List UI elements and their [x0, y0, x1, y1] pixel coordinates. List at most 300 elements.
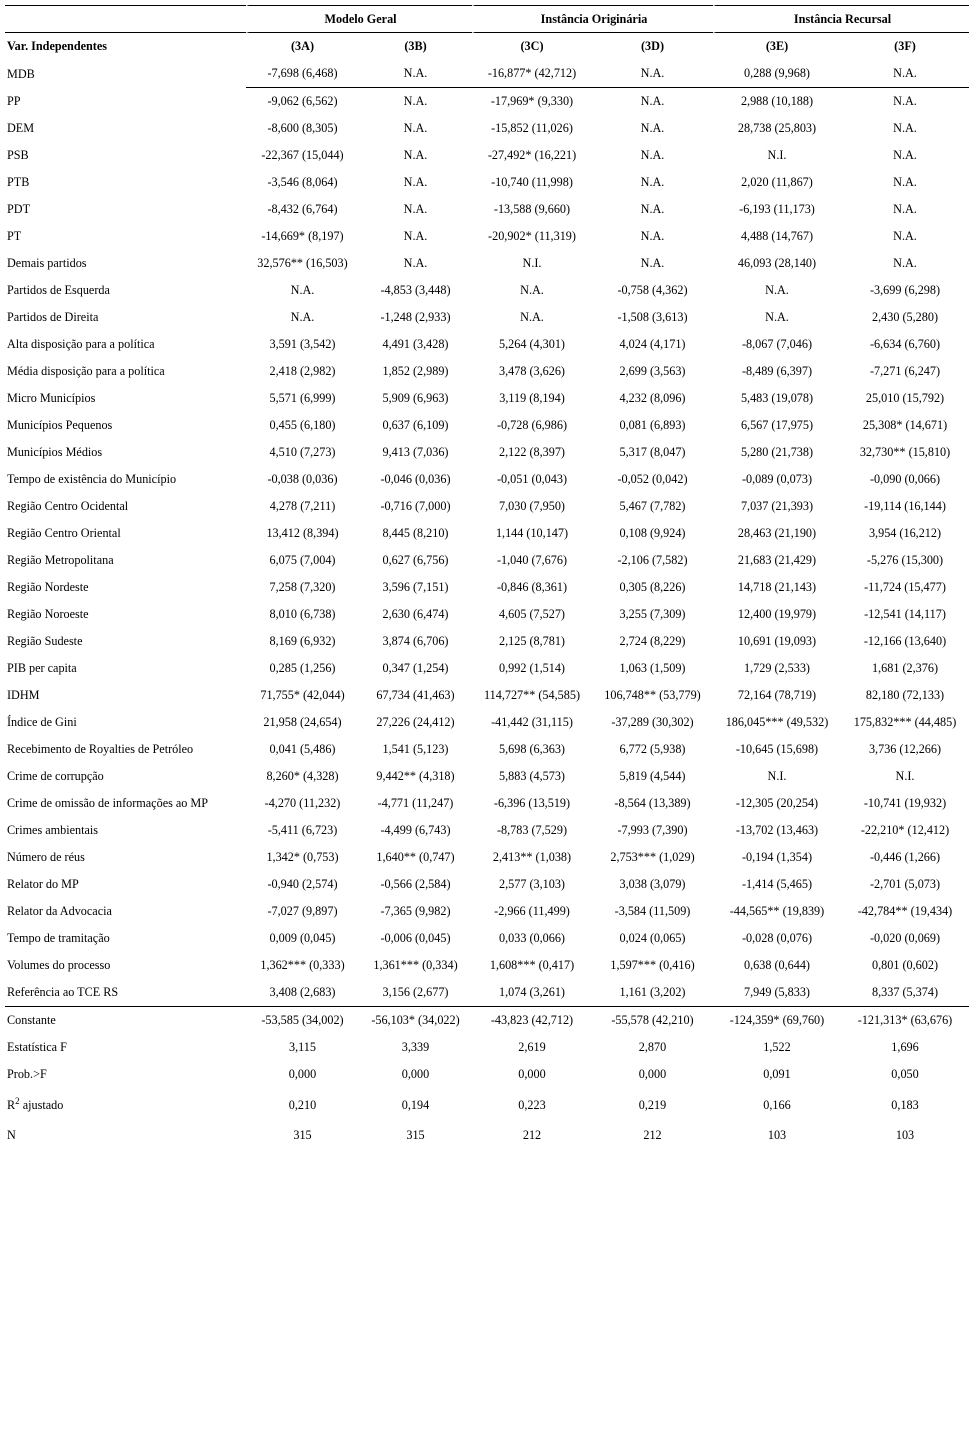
cell-value: 8,260* (4,328): [266, 769, 339, 783]
table-row: [5, 763, 969, 790]
cell-value: N.I.: [522, 256, 542, 270]
cell-value: N.A.: [893, 121, 917, 135]
model-header-3e: (3E): [765, 39, 789, 53]
cell-value: 32,730** (15,810): [859, 445, 951, 459]
cell-value: 0,009 (0,045): [269, 931, 336, 945]
row-label: PP: [7, 94, 21, 108]
cell-value: 3,156 (2,677): [359, 979, 472, 1007]
cell-value: 1,729 (2,533): [743, 661, 810, 675]
cell-value: -0,194 (1,354): [741, 850, 813, 864]
model-header-3d: (3D): [640, 39, 664, 53]
stat-value: -124,359* (69,760): [729, 1013, 825, 1027]
cell-value: -41,442 (31,115): [491, 715, 573, 729]
cell-value: 5,467 (7,782): [619, 499, 686, 513]
stat-value: 0,183: [891, 1098, 919, 1112]
cell-value: 7,037 (21,393): [740, 499, 814, 513]
row-label: Crime de omissão de informações ao MP: [7, 796, 209, 810]
stat-row: [5, 1122, 969, 1149]
cell-value: -4,270 (11,232): [264, 796, 341, 810]
stat-value: 2,619: [518, 1040, 546, 1054]
stat-value: 212: [522, 1128, 542, 1142]
cell-value: 13,412 (8,394): [266, 526, 339, 540]
cell-value: N.A.: [403, 202, 428, 216]
stat-label: Prob.>F: [7, 1067, 47, 1081]
stat-row: [5, 1061, 969, 1088]
cell-value: -7,993 (7,390): [617, 823, 688, 837]
cell-value: 32,576** (16,503): [257, 256, 348, 270]
cell-value: -8,432 (6,764): [267, 202, 338, 216]
model-header-3f: (3F): [894, 39, 916, 53]
cell-value: 3,408 (2,683): [246, 979, 359, 1007]
cell-value: -0,089 (0,073): [741, 472, 813, 486]
stat-value: 0,000: [518, 1067, 546, 1081]
cell-value: 0,108 (9,924): [619, 526, 686, 540]
cell-value: 186,045*** (49,532): [725, 715, 829, 729]
cell-value: 2,418 (2,982): [269, 364, 336, 378]
cell-value: -5,276 (15,300): [866, 553, 944, 567]
cell-value: 8,010 (6,738): [269, 607, 336, 621]
cell-value: 0,801 (0,602): [872, 958, 939, 972]
row-label: Tempo de tramitação: [7, 931, 110, 945]
table-row: [5, 844, 969, 871]
cell-value: N.A.: [520, 310, 544, 324]
stat-value: 0,000: [401, 1067, 430, 1081]
cell-value: 1,161 (3,202): [592, 979, 713, 1007]
table-row: [5, 682, 969, 709]
cell-value: -6,193 (11,173): [739, 202, 815, 216]
cell-value: 21,683 (21,429): [737, 553, 817, 567]
cell-value: -0,940 (2,574): [267, 877, 338, 891]
cell-value: 2,753*** (1,029): [610, 850, 695, 864]
cell-value: -12,541 (14,117): [864, 607, 946, 621]
stat-value: 0,223: [518, 1098, 546, 1112]
cell-value: 2,430 (5,280): [872, 310, 939, 324]
cell-value: N.A.: [765, 310, 789, 324]
cell-value: -0,051 (0,043): [496, 472, 568, 486]
cell-value: N.A.: [403, 175, 428, 189]
cell-value: N.A.: [403, 94, 428, 108]
row-label: Micro Municípios: [7, 391, 96, 405]
cell-value: N.A.: [841, 60, 969, 88]
cell-value: -22,210* (12,412): [860, 823, 950, 837]
cell-value: 4,605 (7,527): [498, 607, 565, 621]
row-label: Referência ao TCE RS: [5, 979, 246, 1007]
cell-value: -8,783 (7,529): [496, 823, 568, 837]
table-row: [5, 736, 969, 763]
cell-value: N.A.: [403, 229, 428, 243]
cell-value: -13,702 (13,463): [735, 823, 819, 837]
cell-value: 9,442** (4,318): [376, 769, 455, 783]
cell-value: -2,106 (7,582): [617, 553, 688, 567]
cell-value: -1,248 (2,933): [380, 310, 451, 324]
cell-value: -17,969* (9,330): [490, 94, 574, 108]
cell-value: -5,411 (6,723): [267, 823, 338, 837]
stat-value: 3,339: [401, 1040, 430, 1054]
cell-value: N.A.: [893, 229, 917, 243]
cell-value: 5,571 (6,999): [269, 391, 336, 405]
stat-value: 212: [643, 1128, 662, 1142]
stat-value: -56,103* (34,022): [371, 1013, 460, 1027]
stat-value: 3,115: [289, 1040, 316, 1054]
cell-value: -1,414 (5,465): [741, 877, 813, 891]
table-row: [5, 466, 969, 493]
cell-value: N.A.: [640, 229, 665, 243]
cell-value: -10,645 (15,698): [735, 742, 819, 756]
cell-value: 71,755* (42,044): [260, 688, 345, 702]
cell-value: 25,308* (14,671): [862, 418, 948, 432]
cell-value: 21,958 (24,654): [263, 715, 342, 729]
cell-value: -0,020 (0,069): [869, 931, 941, 945]
cell-value: N.A.: [640, 256, 665, 270]
stat-value: -55,578 (42,210): [611, 1013, 694, 1027]
table-row: [5, 439, 969, 466]
cell-value: N.A.: [640, 202, 665, 216]
cell-value: 46,093 (28,140): [737, 256, 817, 270]
model-header-3b: (3B): [404, 39, 427, 53]
row-label: Recebimento de Royalties de Petróleo: [7, 742, 194, 756]
cell-value: N.A.: [640, 94, 665, 108]
stat-value: 0,194: [401, 1098, 430, 1112]
cell-value: N.A.: [403, 121, 428, 135]
cell-value: 8,169 (6,932): [269, 634, 336, 648]
row-label: Índice de Gini: [7, 715, 77, 729]
cell-value: 1,063 (1,509): [619, 661, 686, 675]
table-row: [5, 358, 969, 385]
cell-value: -0,446 (1,266): [869, 850, 941, 864]
table-row: [5, 331, 969, 358]
cell-value: -0,846 (8,361): [496, 580, 568, 594]
group-instancia-recursal: Instância Recursal: [713, 5, 969, 33]
cell-value: 28,738 (25,803): [737, 121, 817, 135]
cell-value: 4,510 (7,273): [269, 445, 336, 459]
table-row: [5, 115, 969, 142]
stat-value: 315: [293, 1128, 312, 1142]
cell-value: 8,445 (8,210): [382, 526, 449, 540]
r2-rest: ajustado: [19, 1098, 64, 1112]
cell-value: 82,180 (72,133): [865, 688, 945, 702]
group-modelo-geral: Modelo Geral: [246, 5, 472, 33]
cell-value: -4,499 (6,743): [380, 823, 451, 837]
cell-value: 9,413 (7,036): [382, 445, 449, 459]
cell-value: 1,597*** (0,416): [610, 958, 695, 972]
cell-value: 4,232 (8,096): [619, 391, 686, 405]
cell-value: 0,627 (6,756): [382, 553, 449, 567]
table-row: [5, 790, 969, 817]
cell-value: -9,062 (6,562): [267, 94, 338, 108]
cell-value: N.I.: [895, 769, 915, 783]
cell-value: 7,030 (7,950): [498, 499, 565, 513]
cell-value: 5,280 (21,738): [740, 445, 814, 459]
cell-value: 0,347 (1,254): [382, 661, 449, 675]
table-row: [5, 979, 969, 1007]
cell-value: -16,877* (42,712): [472, 60, 592, 88]
stat-label: N: [7, 1128, 16, 1142]
cell-value: N.A.: [893, 202, 917, 216]
stat-value: 103: [767, 1128, 787, 1142]
cell-value: 2,413** (1,038): [492, 850, 572, 864]
cell-value: 25,010 (15,792): [865, 391, 945, 405]
table-row: [5, 898, 969, 925]
cell-value: 67,734 (41,463): [376, 688, 455, 702]
coefficient-rows: [5, 60, 969, 1007]
cell-value: 14,718 (21,143): [737, 580, 817, 594]
stat-row: [5, 1007, 969, 1034]
cell-value: N.A.: [893, 256, 917, 270]
cell-value: -6,634 (6,760): [869, 337, 941, 351]
model-header-3a: (3A): [290, 39, 314, 53]
stat-value: 0,000: [288, 1067, 317, 1081]
cell-value: 0,288 (9,968): [713, 60, 841, 88]
cell-value: -8,067 (7,046): [741, 337, 813, 351]
table-row: [5, 520, 969, 547]
model-header-3c: (3C): [520, 39, 544, 53]
cell-value: 4,488 (14,767): [740, 229, 814, 243]
cell-value: -8,489 (6,397): [741, 364, 813, 378]
cell-value: -3,699 (6,298): [869, 283, 941, 297]
row-label: Partidos de Esquerda: [7, 283, 110, 297]
stat-value: 0,050: [891, 1067, 919, 1081]
row-label: Região Sudeste: [7, 634, 83, 648]
cell-value: 6,772 (5,938): [619, 742, 686, 756]
cell-value: -3,584 (11,509): [614, 904, 691, 918]
cell-value: -0,716 (7,000): [380, 499, 451, 513]
stat-value: 1,696: [891, 1040, 919, 1054]
stat-value: 0,210: [288, 1098, 317, 1112]
cell-value: -2,701 (5,073): [869, 877, 941, 891]
cell-value: 2,125 (8,781): [498, 634, 565, 648]
var-independentes-header: Var. Independentes: [7, 39, 108, 53]
table-row: [5, 871, 969, 898]
cell-value: 5,483 (19,078): [740, 391, 814, 405]
row-label: Tempo de existência do Município: [7, 472, 177, 486]
cell-value: 7,258 (7,320): [269, 580, 336, 594]
cell-value: N.A.: [640, 175, 665, 189]
row-label: Demais partidos: [7, 256, 87, 270]
cell-value: -0,046 (0,036): [380, 472, 451, 486]
row-label: Região Centro Oriental: [7, 526, 121, 540]
cell-value: 4,491 (3,428): [382, 337, 449, 351]
row-label: Alta disposição para a política: [7, 337, 155, 351]
stat-value: 0,000: [638, 1067, 667, 1081]
table-row: [5, 385, 969, 412]
cell-value: -2,966 (11,499): [494, 904, 570, 918]
table-row: [5, 493, 969, 520]
cell-value: -0,728 (6,986): [496, 418, 568, 432]
table-row: [5, 142, 969, 169]
stat-value: 0,091: [763, 1067, 791, 1081]
cell-value: 0,033 (0,066): [498, 931, 565, 945]
row-label: Municípios Médios: [7, 445, 103, 459]
row-label: IDHM: [7, 688, 40, 702]
stat-value: 315: [406, 1128, 425, 1142]
cell-value: 4,024 (4,171): [619, 337, 686, 351]
cell-value: N.A.: [290, 283, 315, 297]
cell-value: 2,699 (3,563): [619, 364, 686, 378]
row-label: MDB: [7, 66, 35, 81]
cell-value: -7,027 (9,897): [267, 904, 338, 918]
row-label: PT: [7, 229, 22, 243]
cell-value: N.A.: [893, 94, 917, 108]
cell-value: 6,075 (7,004): [269, 553, 336, 567]
cell-value: 3,591 (3,542): [269, 337, 336, 351]
row-label: Número de réus: [7, 850, 85, 864]
table-row: [5, 709, 969, 736]
cell-value: 5,819 (4,544): [619, 769, 686, 783]
cell-value: -7,271 (6,247): [869, 364, 941, 378]
cell-value: -0,758 (4,362): [617, 283, 688, 297]
cell-value: 72,164 (78,719): [737, 688, 817, 702]
stat-value: 103: [895, 1128, 915, 1142]
cell-value: -0,090 (0,066): [869, 472, 941, 486]
cell-value: N.A.: [640, 121, 665, 135]
cell-value: 27,226 (24,412): [376, 715, 455, 729]
cell-value: 4,278 (7,211): [269, 499, 336, 513]
cell-value: N.A.: [403, 148, 428, 162]
group-header-row: [5, 5, 969, 33]
cell-value: 3,255 (7,309): [619, 607, 686, 621]
cell-value: 175,832*** (44,485): [853, 715, 957, 729]
stat-label: Estatística F: [7, 1040, 67, 1054]
table-row: [5, 250, 969, 277]
cell-value: -22,367 (15,044): [261, 148, 344, 162]
cell-value: 114,727** (54,585): [483, 688, 581, 702]
cell-value: -1,508 (3,613): [617, 310, 688, 324]
cell-value: 5,317 (8,047): [619, 445, 686, 459]
stat-row: [5, 1034, 969, 1061]
cell-value: -0,566 (2,584): [380, 877, 451, 891]
cell-value: 5,909 (6,963): [382, 391, 449, 405]
row-label: Relator do MP: [7, 877, 79, 891]
table-row: [5, 655, 969, 682]
row-label: Média disposição para a política: [7, 364, 165, 378]
table-row: [5, 628, 969, 655]
cell-value: N.I.: [767, 769, 787, 783]
table-row: [5, 223, 969, 250]
cell-value: 1,144 (10,147): [495, 526, 569, 540]
cell-value: 3,478 (3,626): [498, 364, 565, 378]
cell-value: -0,006 (0,045): [380, 931, 451, 945]
cell-value: N.A.: [403, 256, 428, 270]
cell-value: N.A.: [592, 60, 713, 88]
cell-value: N.A.: [520, 283, 544, 297]
cell-value: 10,691 (19,093): [737, 634, 817, 648]
cell-value: N.I.: [767, 148, 787, 162]
r2-superscript: 2: [15, 1095, 20, 1106]
cell-value: 0,081 (6,893): [619, 418, 686, 432]
cell-value: 7,949 (5,833): [713, 979, 841, 1007]
table-row: [5, 574, 969, 601]
cell-value: 5,698 (6,363): [498, 742, 565, 756]
stat-value: 0,166: [763, 1098, 791, 1112]
cell-value: 12,400 (19,979): [737, 607, 817, 621]
cell-value: -13,588 (9,660): [493, 202, 571, 216]
cell-value: -8,600 (8,305): [267, 121, 338, 135]
cell-value: 0,992 (1,514): [498, 661, 565, 675]
cell-value: 1,362*** (0,333): [260, 958, 345, 972]
row-label: Crime de corrupção: [7, 769, 104, 783]
model-header-row: [5, 33, 969, 60]
cell-value: -1,040 (7,676): [496, 553, 568, 567]
cell-value: -3,546 (8,064): [267, 175, 338, 189]
table-row: [5, 60, 969, 88]
stat-value: -43,823 (42,712): [490, 1013, 574, 1027]
cell-value: N.A.: [359, 60, 472, 88]
row-label: DEM: [7, 121, 35, 135]
cell-value: -7,365 (9,982): [380, 904, 451, 918]
regression-table-container: [5, 5, 969, 1149]
cell-value: 2,577 (3,103): [498, 877, 565, 891]
stat-value: 1,522: [763, 1040, 791, 1054]
cell-value: N.A.: [640, 148, 665, 162]
cell-value: 2,122 (8,397): [498, 445, 565, 459]
statistics-rows: [5, 1007, 969, 1149]
cell-value: 3,596 (7,151): [382, 580, 449, 594]
cell-value: -0,052 (0,042): [617, 472, 688, 486]
table-row: [5, 304, 969, 331]
cell-value: -12,166 (13,640): [863, 634, 947, 648]
cell-value: 3,954 (16,212): [868, 526, 942, 540]
cell-value: 2,988 (10,188): [740, 94, 814, 108]
cell-value: 1,541 (5,123): [382, 742, 449, 756]
cell-value: 1,681 (2,376): [872, 661, 939, 675]
cell-value: 28,463 (21,190): [737, 526, 817, 540]
cell-value: -7,698 (6,468): [246, 60, 359, 88]
cell-value: -12,305 (20,254): [735, 796, 819, 810]
cell-value: 2,724 (8,229): [619, 634, 686, 648]
cell-value: 2,020 (11,867): [741, 175, 813, 189]
cell-value: -14,669* (8,197): [261, 229, 344, 243]
cell-value: 0,455 (6,180): [269, 418, 336, 432]
cell-value: -27,492* (16,221): [487, 148, 577, 162]
cell-value: 106,748** (53,779): [604, 688, 701, 702]
r2-letter: R: [7, 1098, 16, 1112]
row-label: PDT: [7, 202, 31, 216]
empty-corner: [5, 5, 246, 33]
cell-value: -37,289 (30,302): [611, 715, 694, 729]
row-label: PTB: [7, 175, 30, 189]
cell-value: 6,567 (17,975): [740, 418, 814, 432]
regression-table: [5, 5, 969, 1149]
cell-value: N.A.: [893, 175, 917, 189]
cell-value: -0,038 (0,036): [267, 472, 338, 486]
table-row: [5, 817, 969, 844]
cell-value: -0,028 (0,076): [741, 931, 813, 945]
group-instancia-originaria: Instância Originária: [472, 5, 713, 33]
cell-value: 1,640** (0,747): [376, 850, 455, 864]
cell-value: 0,041 (5,486): [269, 742, 336, 756]
cell-value: 1,361*** (0,334): [373, 958, 458, 972]
cell-value: 0,285 (1,256): [269, 661, 336, 675]
table-row: [5, 601, 969, 628]
cell-value: -4,771 (11,247): [377, 796, 454, 810]
cell-value: 3,038 (3,079): [619, 877, 686, 891]
row-label: Região Noroeste: [7, 607, 89, 621]
cell-value: 3,874 (6,706): [382, 634, 449, 648]
row-label: Região Centro Ocidental: [7, 499, 129, 513]
cell-value: -44,565** (19,839): [729, 904, 825, 918]
cell-value: 0,638 (0,644): [743, 958, 810, 972]
row-label: Região Nordeste: [7, 580, 89, 594]
stat-value: -121,313* (63,676): [857, 1013, 953, 1027]
stat-label: Constante: [7, 1013, 56, 1027]
stat-label: [5, 1088, 246, 1122]
cell-value: -19,114 (16,144): [864, 499, 946, 513]
stat-value: -53,585 (34,002): [261, 1013, 344, 1027]
stat-row: [5, 1088, 969, 1122]
row-label: PIB per capita: [7, 661, 77, 675]
cell-value: 1,852 (2,989): [382, 364, 449, 378]
cell-value: 2,630 (6,474): [382, 607, 449, 621]
